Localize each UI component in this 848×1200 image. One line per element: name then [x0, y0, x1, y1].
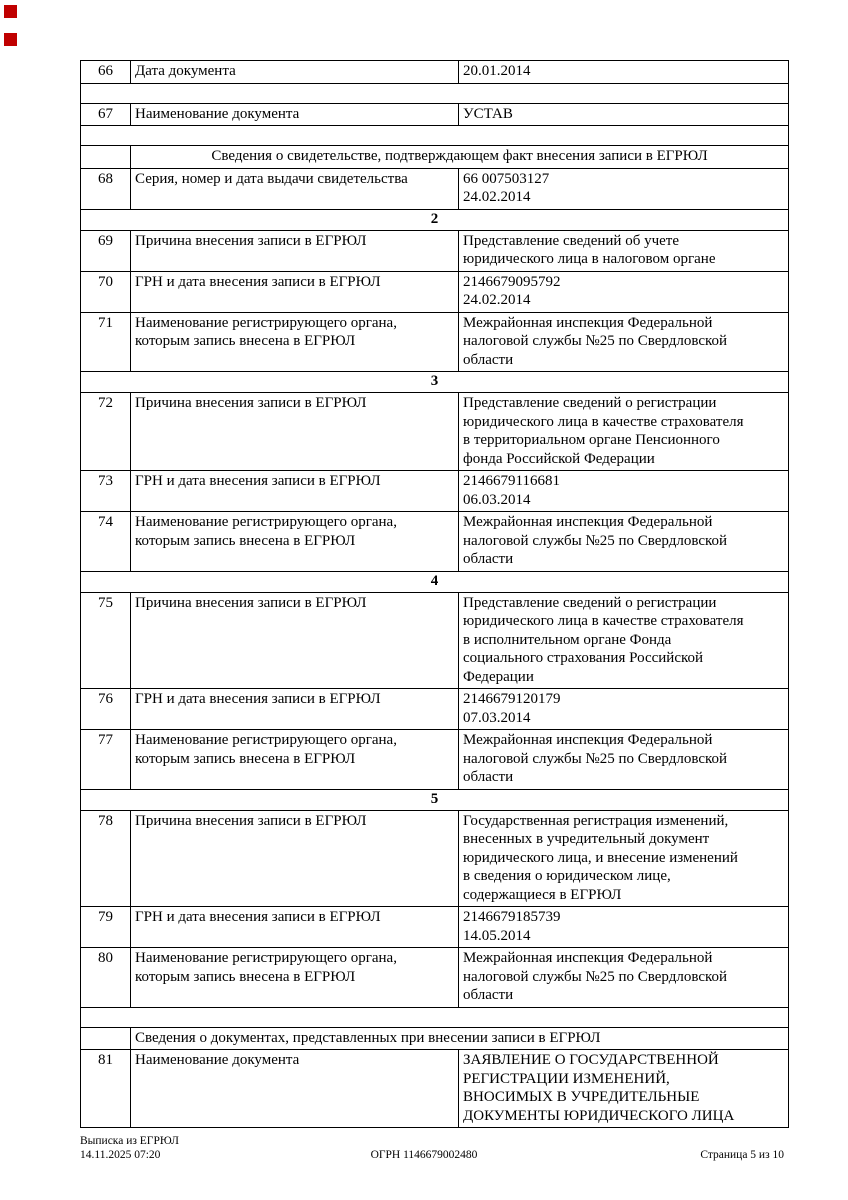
section-header-empty-cell [81, 146, 131, 169]
row-label: Причина внесения записи в ЕГРЮЛ [131, 592, 459, 689]
table-row [81, 512, 789, 572]
row-value: ЗАЯВЛЕНИЕ О ГОСУДАРСТВЕННОЙ РЕГИСТРАЦИИ ИЗМЕНЕНИЙ, ВНОСИМЫХ В УЧРЕДИТЕЛЬНЫЕ ДОКУМЕНТЫ ЮРИДИЧЕСКОГО ЛИЦА [459, 1050, 789, 1128]
row-label: Наименование регистрирующего органа, которым запись внесена в ЕГРЮЛ [131, 730, 459, 790]
row-value: Межрайонная инспекция Федеральной налоговой службы №25 по Свердловской области [459, 730, 789, 790]
row-number: 74 [81, 512, 131, 572]
section-header-row [81, 146, 789, 169]
table-row [81, 393, 789, 471]
row-label: Причина внесения записи в ЕГРЮЛ [131, 810, 459, 907]
spacer-cell [81, 83, 789, 103]
table-row [81, 103, 789, 126]
row-label: Причина внесения записи в ЕГРЮЛ [131, 230, 459, 271]
table-row [81, 689, 789, 730]
table-row [81, 1050, 789, 1128]
row-label: ГРН и дата внесения записи в ЕГРЮЛ [131, 471, 459, 512]
row-value: 20.01.2014 [459, 61, 789, 84]
spacer-cell [81, 126, 789, 146]
row-label: Наименование документа [131, 1050, 459, 1128]
row-label: Дата документа [131, 61, 459, 84]
row-number: 70 [81, 271, 131, 312]
table-row [81, 948, 789, 1008]
section-number-row [81, 789, 789, 810]
row-number: 76 [81, 689, 131, 730]
section-number-row [81, 571, 789, 592]
section-header-row [81, 1027, 789, 1050]
row-value: 2146679120179 07.03.2014 [459, 689, 789, 730]
row-number: 81 [81, 1050, 131, 1128]
section-number-text: 4 [81, 571, 789, 592]
row-value: 2146679095792 24.02.2014 [459, 271, 789, 312]
row-number: 73 [81, 471, 131, 512]
spacer-cell [81, 1007, 789, 1027]
egrul-extract-table [80, 60, 789, 1128]
section-number-text: 2 [81, 209, 789, 230]
row-label: Причина внесения записи в ЕГРЮЛ [131, 393, 459, 471]
footer-timestamp: 14.11.2025 07:20 [80, 1149, 161, 1161]
row-number: 79 [81, 907, 131, 948]
table-row [81, 271, 789, 312]
footer-doc-title: Выписка из ЕГРЮЛ [80, 1135, 179, 1147]
section-number-row [81, 209, 789, 230]
table-row [81, 471, 789, 512]
section-number-text: 3 [81, 372, 789, 393]
table-row [81, 230, 789, 271]
row-value: Государственная регистрация изменений, внесенных в учредительный документ юридического лица, и внесение изменений в сведения о юридическом лице, содержащиеся в ЕГРЮЛ [459, 810, 789, 907]
row-number: 72 [81, 393, 131, 471]
row-value: Представление сведений об учете юридического лица в налоговом органе [459, 230, 789, 271]
row-number: 68 [81, 168, 131, 209]
row-label: ГРН и дата внесения записи в ЕГРЮЛ [131, 689, 459, 730]
row-value: 2146679185739 14.05.2014 [459, 907, 789, 948]
spacer-row [81, 83, 789, 103]
egrul-table-body [81, 61, 789, 1128]
table-row [81, 907, 789, 948]
spacer-row [81, 1007, 789, 1027]
row-number: 69 [81, 230, 131, 271]
row-number: 78 [81, 810, 131, 907]
table-row [81, 730, 789, 790]
row-label: Наименование регистрирующего органа, которым запись внесена в ЕГРЮЛ [131, 512, 459, 572]
table-row [81, 168, 789, 209]
footer-ogrn: ОГРН 1146679002480 [370, 1149, 478, 1161]
table-row [81, 61, 789, 84]
row-label: Наименование документа [131, 103, 459, 126]
row-label: Наименование регистрирующего органа, которым запись внесена в ЕГРЮЛ [131, 948, 459, 1008]
row-value: Межрайонная инспекция Федеральной налоговой службы №25 по Свердловской области [459, 512, 789, 572]
row-number: 71 [81, 312, 131, 372]
row-number: 80 [81, 948, 131, 1008]
row-value: Межрайонная инспекция Федеральной налоговой службы №25 по Свердловской области [459, 948, 789, 1008]
red-square-marker-icon [4, 5, 17, 18]
section-header-empty-cell [81, 1027, 131, 1050]
row-value: 66 007503127 24.02.2014 [459, 168, 789, 209]
row-value: Представление сведений о регистрации юридического лица в качестве страхователя в территориальном органе Пенсионного фонда Российской Федерации [459, 393, 789, 471]
row-value: Межрайонная инспекция Федеральной налоговой службы №25 по Свердловской области [459, 312, 789, 372]
footer-page-number: Страница 5 из 10 [700, 1149, 784, 1161]
row-value: 2146679116681 06.03.2014 [459, 471, 789, 512]
section-header-text: Сведения о документах, представленных при внесении записи в ЕГРЮЛ [131, 1027, 789, 1050]
row-label: Наименование регистрирующего органа, которым запись внесена в ЕГРЮЛ [131, 312, 459, 372]
row-number: 77 [81, 730, 131, 790]
row-value: УСТАВ [459, 103, 789, 126]
row-label: ГРН и дата внесения записи в ЕГРЮЛ [131, 907, 459, 948]
row-number: 75 [81, 592, 131, 689]
table-row [81, 312, 789, 372]
table-row [81, 592, 789, 689]
row-number: 66 [81, 61, 131, 84]
row-label: ГРН и дата внесения записи в ЕГРЮЛ [131, 271, 459, 312]
row-label: Серия, номер и дата выдачи свидетельства [131, 168, 459, 209]
row-number: 67 [81, 103, 131, 126]
spacer-row [81, 126, 789, 146]
table-row [81, 810, 789, 907]
row-value: Представление сведений о регистрации юридического лица в качестве страхователя в исполнительном органе Фонда социального страхования Российской Федерации [459, 592, 789, 689]
section-number-text: 5 [81, 789, 789, 810]
red-square-marker-icon [4, 33, 17, 46]
section-number-row [81, 372, 789, 393]
section-header-text: Сведения о свидетельстве, подтверждающем факт внесения записи в ЕГРЮЛ [131, 146, 789, 169]
